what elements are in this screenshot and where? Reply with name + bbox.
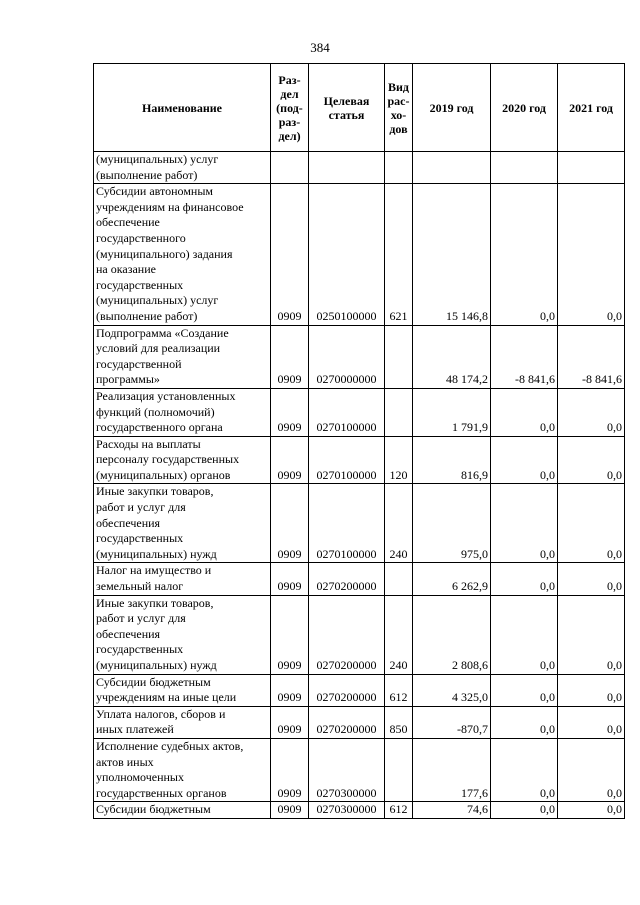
row-expense-type: 850 [385,706,413,738]
row-2020: 0,0 [491,706,558,738]
row-expense-type: 240 [385,595,413,674]
row-name: (муниципальных) услуг (выполнение работ) [94,152,271,184]
row-2019: 1 791,9 [413,388,491,436]
row-target: 0270300000 [309,802,385,819]
row-target: 0270100000 [309,484,385,563]
row-expense-type [385,325,413,388]
row-expense-type: 612 [385,802,413,819]
table-body [94,152,625,819]
header-target: Целевая статья [309,64,385,152]
row-name: Иные закупки товаров, работ и услуг для обеспечения государственных (муниципальных) нужд [94,484,271,563]
row-2021: 0,0 [558,802,625,819]
table-row [94,802,625,819]
row-name: Уплата налогов, сборов и иных платежей [94,706,271,738]
table-row [94,484,625,563]
row-target: 0270200000 [309,595,385,674]
row-2021: 0,0 [558,388,625,436]
row-name: Подпрограмма «Создание условий для реализации государственной программы» [94,325,271,388]
row-target: 0270300000 [309,738,385,801]
table-row [94,325,625,388]
table-row [94,706,625,738]
row-2021: 0,0 [558,595,625,674]
row-section: 0909 [271,388,309,436]
row-2019: 48 174,2 [413,325,491,388]
row-2019: 6 262,9 [413,563,491,595]
row-expense-type: 612 [385,674,413,706]
row-2020: 0,0 [491,484,558,563]
row-section: 0909 [271,184,309,325]
row-2020: 0,0 [491,595,558,674]
header-2020: 2020 год [491,64,558,152]
row-2021: 0,0 [558,484,625,563]
row-2019: 975,0 [413,484,491,563]
row-2020: 0,0 [491,436,558,484]
row-target: 0270200000 [309,563,385,595]
header-row [94,64,625,152]
row-name: Реализация установленных функций (полномочий) государственного органа [94,388,271,436]
row-expense-type: 120 [385,436,413,484]
row-2020: -8 841,6 [491,325,558,388]
row-2020 [491,152,558,184]
row-2021: 0,0 [558,706,625,738]
row-target: 0250100000 [309,184,385,325]
row-2019: 177,6 [413,738,491,801]
row-name: Иные закупки товаров, работ и услуг для обеспечения государственных (муниципальных) нужд [94,595,271,674]
row-expense-type: 240 [385,484,413,563]
row-target: 0270000000 [309,325,385,388]
row-target: 0270200000 [309,706,385,738]
row-2019: 74,6 [413,802,491,819]
table-row [94,184,625,325]
row-2020: 0,0 [491,738,558,801]
table-row [94,388,625,436]
header-expense-type: Вид рас- хо- дов [385,64,413,152]
row-2021: 0,0 [558,436,625,484]
header-2021: 2021 год [558,64,625,152]
row-name: Налог на имущество и земельный налог [94,563,271,595]
page-number: 384 [310,40,330,55]
row-2021: 0,0 [558,738,625,801]
row-name: Субсидии автономным учреждениям на финансовое обеспечение государственного (муниципального) задания на оказание государственных (муниципальных) услуг (выполнение работ) [94,184,271,325]
row-2021: 0,0 [558,674,625,706]
table-row [94,563,625,595]
row-2019 [413,152,491,184]
row-section: 0909 [271,595,309,674]
row-expense-type [385,388,413,436]
row-name: Исполнение судебных актов, актов иных уполномоченных государственных органов [94,738,271,801]
row-target: 0270100000 [309,436,385,484]
row-section [271,152,309,184]
row-name: Субсидии бюджетным [94,802,271,819]
row-2020: 0,0 [491,802,558,819]
row-expense-type [385,152,413,184]
row-2021: -8 841,6 [558,325,625,388]
budget-table [93,63,625,819]
row-section: 0909 [271,802,309,819]
row-name: Расходы на выплаты персоналу государственных (муниципальных) органов [94,436,271,484]
row-section: 0909 [271,706,309,738]
row-2019: 2 808,6 [413,595,491,674]
row-target: 0270200000 [309,674,385,706]
row-expense-type: 621 [385,184,413,325]
row-section: 0909 [271,563,309,595]
row-2020: 0,0 [491,388,558,436]
table-row [94,152,625,184]
table-row [94,674,625,706]
row-section: 0909 [271,738,309,801]
row-2021 [558,152,625,184]
row-target: 0270100000 [309,388,385,436]
row-section: 0909 [271,484,309,563]
table-row [94,595,625,674]
row-2019: 4 325,0 [413,674,491,706]
row-section: 0909 [271,436,309,484]
row-expense-type [385,563,413,595]
row-2021: 0,0 [558,563,625,595]
table-row [94,738,625,801]
row-2020: 0,0 [491,184,558,325]
row-2019: 15 146,8 [413,184,491,325]
row-name: Субсидии бюджетным учреждениям на иные цели [94,674,271,706]
row-section: 0909 [271,325,309,388]
row-2019: -870,7 [413,706,491,738]
row-2020: 0,0 [491,674,558,706]
header-section: Раз- дел (под- раз- дел) [271,64,309,152]
row-2020: 0,0 [491,563,558,595]
row-2021: 0,0 [558,184,625,325]
row-target [309,152,385,184]
row-2019: 816,9 [413,436,491,484]
header-2019: 2019 год [413,64,491,152]
row-expense-type [385,738,413,801]
row-section: 0909 [271,674,309,706]
header-name: Наименование [94,64,271,152]
table-row [94,436,625,484]
